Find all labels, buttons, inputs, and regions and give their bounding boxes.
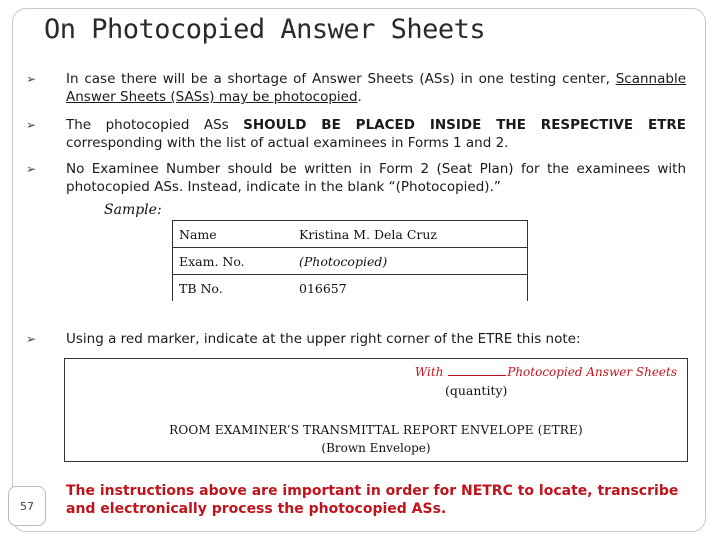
sample-tb-value: 016657 bbox=[293, 275, 528, 302]
sample-label: Sample: bbox=[104, 202, 162, 218]
footer-note: The instructions above are important in order for NETRC to locate, transcribe and electronically process the photocopied ASs. bbox=[66, 483, 679, 517]
sample-name-value: Kristina M. Dela Cruz bbox=[293, 221, 528, 248]
table-row bbox=[173, 221, 528, 248]
sample-exam-value: (Photocopied) bbox=[293, 248, 528, 275]
bullet-arrow-icon: ➢ bbox=[26, 118, 37, 132]
bullet-1-text bbox=[66, 70, 686, 106]
etre-brown-line: (Brown Envelope) bbox=[321, 441, 431, 455]
table-row bbox=[173, 248, 528, 275]
etre-quantity-label: (quantity) bbox=[445, 383, 508, 398]
bullet-3-text: No Examinee Number should be written in Form 2 (Seat Plan) for the examinees with photocopied ASs. Instead, indicate in the blank “(Photocopied).” bbox=[66, 161, 686, 195]
sample-table bbox=[172, 220, 528, 301]
bullet-2-text bbox=[66, 116, 686, 152]
bullet-2-bold: SHOULD BE PLACED INSIDE THE RESPECTIVE ETRE bbox=[243, 117, 686, 133]
sample-tb-label: TB No. bbox=[173, 275, 294, 302]
bullet-arrow-icon: ➢ bbox=[26, 162, 37, 176]
etre-red-note bbox=[415, 365, 677, 379]
etre-room-line: ROOM EXAMINER’S TRANSMITTAL REPORT ENVELOPE (ETRE) bbox=[169, 423, 583, 437]
etre-envelope-box bbox=[64, 358, 688, 462]
bullet-1-tail: . bbox=[357, 89, 362, 105]
bullet-1-underlined: Scannable Answer Sheets (SASs) may be photocopied bbox=[66, 71, 686, 105]
etre-quantity-blank bbox=[448, 365, 506, 376]
etre-with-prefix: With bbox=[414, 365, 444, 379]
bullet-arrow-icon: ➢ bbox=[26, 332, 37, 346]
bullet-1-intro: In case there will be a shortage of Answer Sheets (ASs) in one testing center, bbox=[66, 71, 610, 87]
sample-exam-label: Exam. No. bbox=[173, 248, 294, 275]
bullet-2-pre: The photocopied ASs bbox=[66, 117, 244, 133]
bullet-arrow-icon: ➢ bbox=[26, 72, 37, 86]
page-number: 57 bbox=[8, 486, 46, 526]
slide-title: On Photocopied Answer Sheets bbox=[44, 14, 486, 45]
table-row bbox=[173, 275, 528, 302]
sample-name-label: Name bbox=[173, 221, 294, 248]
etre-with-suffix: Photocopied Answer Sheets bbox=[507, 365, 677, 379]
bullet-4-text: Using a red marker, indicate at the upper right corner of the ETRE this note: bbox=[66, 331, 581, 347]
bullet-2-post: corresponding with the list of actual examinees in Forms 1 and 2. bbox=[66, 135, 509, 151]
